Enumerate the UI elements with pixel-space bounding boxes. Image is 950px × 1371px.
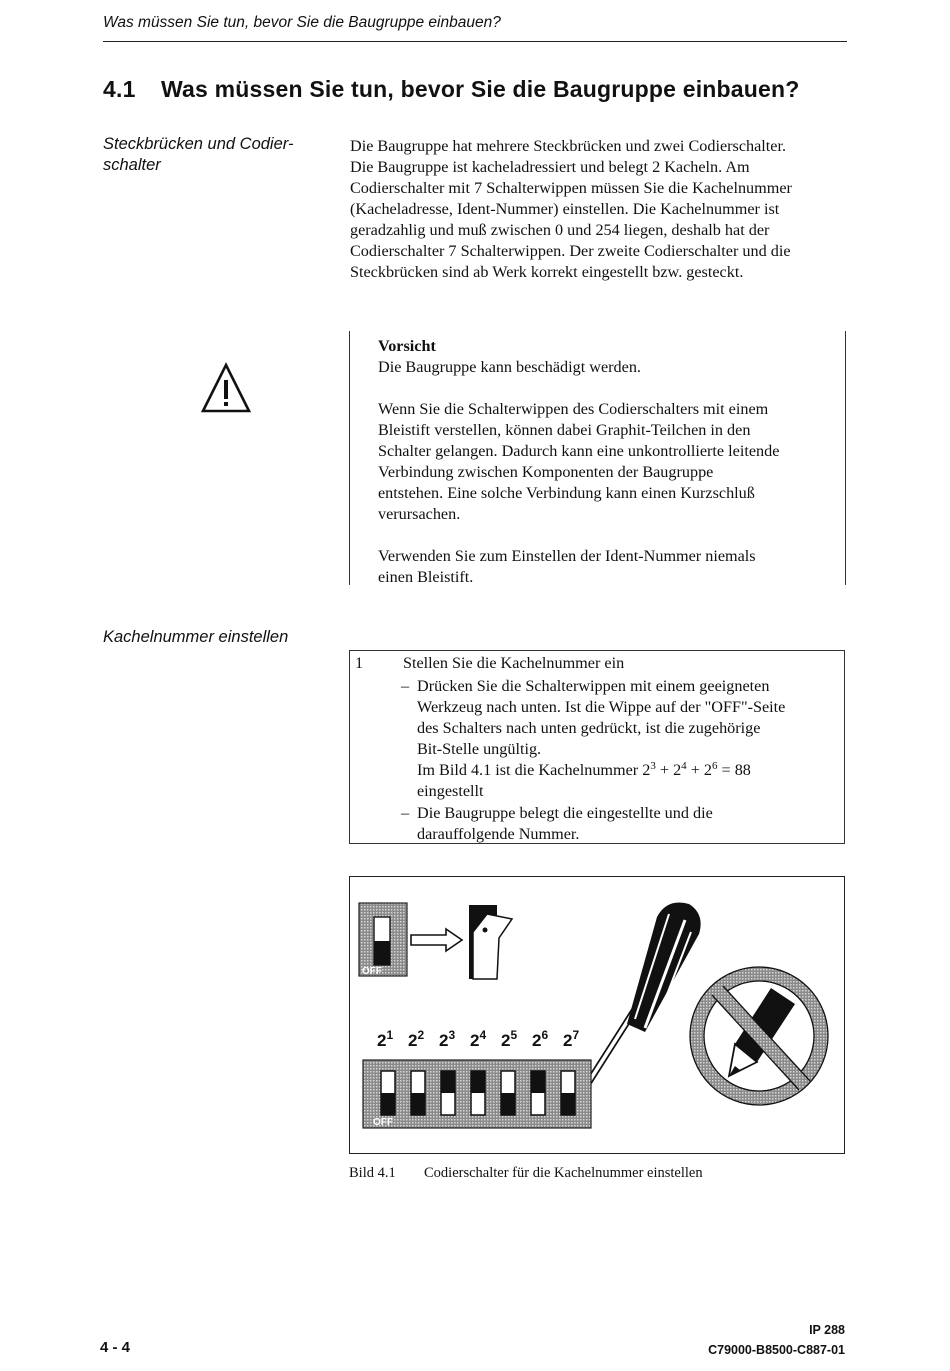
off-label: OFF xyxy=(373,1117,393,1128)
dip-switch xyxy=(363,1060,591,1128)
caution-line: Wenn Sie die Schalterwippen des Codierschalters mit einem xyxy=(378,400,769,418)
bit-labels xyxy=(377,1028,579,1050)
bit-label-2 xyxy=(408,1028,424,1050)
bit-label-1 xyxy=(377,1028,393,1050)
formula-base: 2 xyxy=(703,761,712,779)
margin-note-line: schalter xyxy=(103,156,161,174)
dip-switch-illustration xyxy=(349,876,845,1154)
caution-line: Verwenden Sie zum Einstellen der Ident-Nummer niemals xyxy=(378,547,756,565)
text-line: Die Baugruppe ist kacheladressiert und belegt 2 Kacheln. Am xyxy=(350,158,750,176)
bullet-dash: – xyxy=(401,804,410,822)
text-line: Die Baugruppe hat mehrere Steckbrücken und zwei Codierschalter. xyxy=(350,137,787,155)
text-line: geradzahlig und muß zwischen 0 und 254 liegen, deshalb hat der xyxy=(350,221,770,239)
formula-exponent: 4 xyxy=(681,760,687,772)
chapter-heading: Was müssen Sie tun, bevor Sie die Baugruppe einbauen? xyxy=(161,76,800,102)
formula-base: 2 xyxy=(642,761,651,779)
margin-note-jumpers xyxy=(103,134,323,176)
formula-result: = 88 xyxy=(717,761,751,779)
caption-text: Codierschalter für die Kachelnummer einstellen xyxy=(424,1165,703,1181)
formula-exponent: 6 xyxy=(711,760,718,772)
caution-block xyxy=(378,336,828,588)
bullet-line: Werkzeug nach unten. Ist die Wippe auf der "OFF"-Seite xyxy=(417,698,786,716)
off-label: OFF xyxy=(362,966,382,977)
chapter-title xyxy=(103,76,800,103)
no-pencil-icon xyxy=(690,967,828,1105)
caution-line: entstehen. Eine solche Verbindung kann einen Kurzschluß xyxy=(378,484,755,502)
text-line: Steckbrücken sind ab Werk korrekt eingestellt bzw. gesteckt. xyxy=(350,263,744,281)
bullet-line: eingestellt xyxy=(417,782,484,800)
header-rule xyxy=(103,41,847,42)
bullet-line: Bit-Stelle ungültig. xyxy=(417,740,542,758)
rocker-4 xyxy=(471,1071,485,1115)
step-title: Stellen Sie die Kachelnummer ein xyxy=(403,654,625,672)
svg-text:21: $2^1$ xyxy=(377,1028,394,1050)
formula-plus: + xyxy=(655,761,674,779)
formula-plus: + xyxy=(686,761,704,779)
svg-text:27: $2^7$ xyxy=(563,1028,580,1050)
formula-exponent: 3 xyxy=(650,760,656,772)
caution-left-bar xyxy=(349,331,350,585)
bit-label-7 xyxy=(563,1028,579,1050)
caution-line: einen Bleistift. xyxy=(378,568,474,586)
rocker-2 xyxy=(411,1071,425,1115)
page-number: 4 - 4 xyxy=(100,1339,131,1356)
single-switch-icon xyxy=(359,903,407,977)
rocker-detail-icon xyxy=(469,905,512,979)
caution-line: verursachen. xyxy=(378,505,461,523)
bullet-dash: – xyxy=(401,677,410,695)
rocker-3 xyxy=(441,1071,455,1115)
text-line: Codierschalter 7 Schalterwippen. Der zweite Codierschalter und die xyxy=(350,242,791,260)
caption-label: Bild 4.1 xyxy=(349,1165,396,1181)
caution-line: Bleistift verstellen, können dabei Graphit-Teilchen in den xyxy=(378,421,751,439)
caution-heading: Vorsicht xyxy=(378,337,436,355)
footer-product: IP 288 xyxy=(809,1323,845,1337)
example-formula xyxy=(417,760,821,781)
bullet-line: des Schalters nach unten gedrückt, ist die zugehörige xyxy=(417,719,761,737)
caution-line: Die Baugruppe kann beschädigt werden. xyxy=(378,358,641,376)
text-line: (Kacheladresse, Ident-Nummer) einstellen. Die Kachelnummer ist xyxy=(350,200,780,218)
rocker-5 xyxy=(501,1071,515,1115)
bullet-item xyxy=(401,676,821,802)
step-number: 1 xyxy=(355,654,364,672)
chapter-number: 4.1 xyxy=(103,76,136,102)
bit-label-6 xyxy=(532,1028,548,1050)
bit-label-3 xyxy=(439,1028,455,1050)
caution-line: Schalter gelangen. Dadurch kann eine unkontrollierte leitende xyxy=(378,442,780,460)
bullet-line: Die Baugruppe belegt die eingestellte und die xyxy=(417,804,713,822)
caution-right-bar xyxy=(845,331,846,585)
svg-text:26: $2^6$ xyxy=(532,1028,549,1050)
bullet-line: darauffolgende Nummer. xyxy=(417,825,580,843)
intro-paragraph xyxy=(350,136,840,283)
figure-caption xyxy=(349,1165,703,1182)
bullet-item xyxy=(401,803,821,845)
svg-text:23: $2^3$ xyxy=(439,1028,456,1050)
margin-note-tile-number: Kachelnummer einstellen xyxy=(103,628,289,646)
margin-note-line: Steckbrücken und Codier- xyxy=(103,135,294,153)
bit-label-5 xyxy=(501,1028,517,1050)
formula-base: 2 xyxy=(673,761,682,779)
rocker-7 xyxy=(561,1071,575,1115)
rocker-1 xyxy=(381,1071,395,1115)
formula-prefix: Im Bild 4.1 ist die Kachelnummer xyxy=(417,761,643,779)
bit-label-4 xyxy=(470,1028,486,1050)
bullet-line: Drücken Sie die Schalterwippen mit einem geeigneten xyxy=(417,677,770,695)
arrow-right-icon xyxy=(411,929,462,951)
rocker-6 xyxy=(531,1071,545,1115)
svg-text:25: $2^5$ xyxy=(501,1028,518,1050)
running-header: Was müssen Sie tun, bevor Sie die Baugruppe einbauen? xyxy=(103,14,501,31)
svg-text:22: $2^2$ xyxy=(408,1028,425,1050)
footer-order-number: C79000-B8500-C887-01 xyxy=(708,1343,845,1357)
svg-text:24: $2^4$ xyxy=(470,1028,487,1050)
text-line: Codierschalter mit 7 Schalterwippen müssen Sie die Kachelnummer xyxy=(350,179,792,197)
warning-triangle-icon xyxy=(200,362,252,414)
caution-line: Verbindung zwischen Komponenten der Baugruppe xyxy=(378,463,714,481)
